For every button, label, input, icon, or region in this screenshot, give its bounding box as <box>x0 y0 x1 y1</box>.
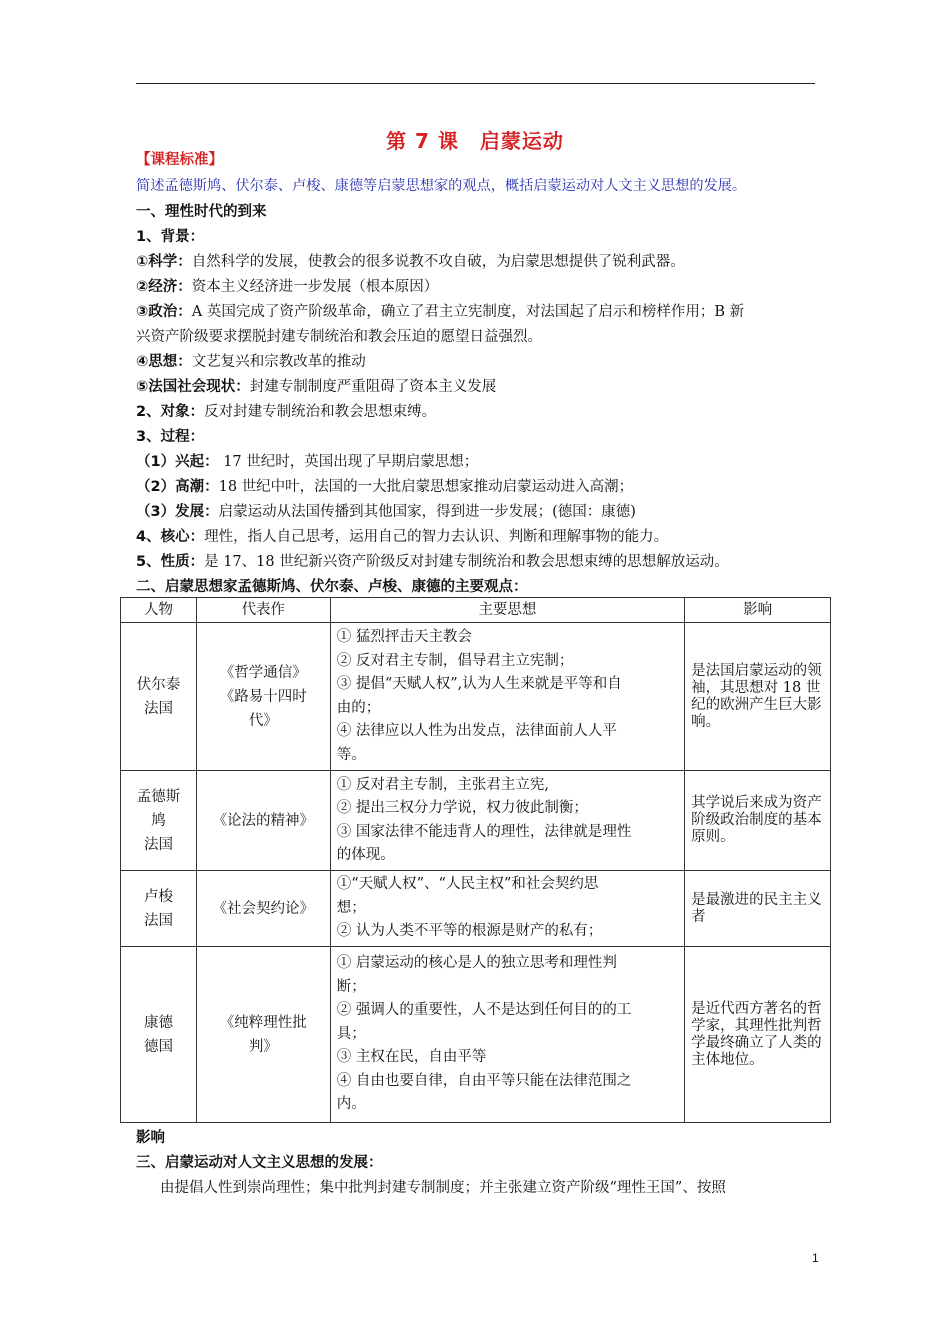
politics-line-2: 兴资产阶级要求摆脱封建专制统治和教会压迫的愿望日益强烈。 <box>136 329 542 345</box>
standard-text: 简述孟德斯鸠、伏尔泰、卢梭、康德等启蒙思想家的观点，概括启蒙运动对人文主义思想的发展。 <box>136 178 747 194</box>
ideas-cell: ① 猛烈抨击天主教会 ② 反对君主专制，倡导君主立宪制； ③ 提倡“天赋人权”,认为人生来就是平等和自 由的； ④ 法律应以人性为出发点，法律面前人人平 等。 <box>330 623 684 771</box>
nature-line: 5、性质：是 17、18 世纪新兴资产阶级反对封建专制统治和教会思想束缚的思想解放运动。 <box>136 554 729 570</box>
process-label: 3、过程： <box>136 429 205 445</box>
process-2-line: （2）高潮：18 世纪中叶，法国的一大批启蒙思想家推动启蒙运动进入高潮； <box>136 479 634 495</box>
person-cell: 伏尔泰 法国 <box>121 623 197 771</box>
work-cell: 《哲学通信》 《路易十四时 代》 <box>196 623 330 771</box>
background-label: 1、背景： <box>136 229 205 245</box>
science-line: ①科学：自然科学的发展，使教会的很多说教不攻自破，为启蒙思想提供了锐利武器。 <box>136 254 685 270</box>
page-number: 1 <box>812 1251 819 1265</box>
effect-cell: 是近代西方著名的哲学家，其理性批判哲学最终确立了人类的主体地位。 <box>685 947 831 1123</box>
person-cell: 孟德斯 鸠 法国 <box>121 771 197 871</box>
sec2-heading: 二、启蒙思想家孟德斯鸠、伏尔泰、卢梭、康德的主要观点： <box>136 579 528 595</box>
header-work: 代表作 <box>196 598 330 623</box>
after-table-label: 影响 <box>136 1130 165 1146</box>
sec3-heading: 三、启蒙运动对人文主义思想的发展： <box>136 1155 383 1171</box>
politics-line: ③政治：A 英国完成了资产阶级革命，确立了君主立宪制度，对法国起了启示和榜样作用；B 新 <box>136 304 745 320</box>
ideas-cell: ① 启蒙运动的核心是人的独立思考和理性判 断； ② 强调人的重要性，人不是达到任何目的的工 具； ③ 主权在民，自由平等 ④ 自由也要自律，自由平等只能在法律范围之 内。 <box>330 947 684 1123</box>
header-ideas: 主要思想 <box>330 598 684 623</box>
table-header-row <box>121 598 831 623</box>
page-title: 第 7 课 启蒙运动 <box>386 129 564 153</box>
economy-line: ②经济：资本主义经济进一步发展（根本原因） <box>136 279 439 295</box>
work-cell: 《论法的精神》 <box>196 771 330 871</box>
process-1-line: （1）兴起： 17 世纪时，英国出现了早期启蒙思想； <box>136 454 479 470</box>
process-3-line: （3）发展：启蒙运动从法国传播到其他国家，得到进一步发展；(德国：康德) <box>136 504 636 520</box>
ideas-cell: ①“天赋人权”、“人民主权”和社会契约思 想； ② 认为人类不平等的根源是财产的私有； <box>330 871 684 947</box>
thought-line: ④思想：文艺复兴和宗教改革的推动 <box>136 354 366 370</box>
person-cell: 卢梭 法国 <box>121 871 197 947</box>
table-row <box>121 871 831 947</box>
object-line: 2、对象：反对封建专制统治和教会思想束缚。 <box>136 404 437 420</box>
header-person: 人物 <box>121 598 197 623</box>
effect-cell: 是法国启蒙运动的领袖，其思想对 18 世纪的欧洲产生巨大影响。 <box>685 623 831 771</box>
work-cell: 《社会契约论》 <box>196 871 330 947</box>
ideas-cell: ① 反对君主专制，主张君主立宪, ② 提出三权分力学说，权力彼此制衡； ③ 国家法律不能违背人的理性，法律就是理性 的体现。 <box>330 771 684 871</box>
work-cell: 《纯粹理性批 判》 <box>196 947 330 1123</box>
core-line: 4、核心：理性，指人自己思考，运用自己的智力去认识、判断和理解事物的能力。 <box>136 529 669 545</box>
header-rule <box>136 83 815 84</box>
sec1-heading: 一、理性时代的到来 <box>136 204 267 220</box>
table-row <box>121 623 831 771</box>
table-row <box>121 947 831 1123</box>
effect-cell: 其学说后来成为资产阶级政治制度的基本原则。 <box>685 771 831 871</box>
standard-heading: 【课程标准】 <box>136 152 223 168</box>
table-row <box>121 771 831 871</box>
france-line: ⑤法国社会现状：封建专制制度严重阻碍了资本主义发展 <box>136 379 497 395</box>
effect-cell: 是最激进的民主主义者 <box>685 871 831 947</box>
person-cell: 康德 德国 <box>121 947 197 1123</box>
thinkers-table <box>120 597 831 1123</box>
sec3-text: 由提倡人性到崇尚理性；集中批判封建专制制度；并主张建立资产阶级“理性王国”、按照 <box>160 1180 726 1196</box>
header-effect: 影响 <box>685 598 831 623</box>
